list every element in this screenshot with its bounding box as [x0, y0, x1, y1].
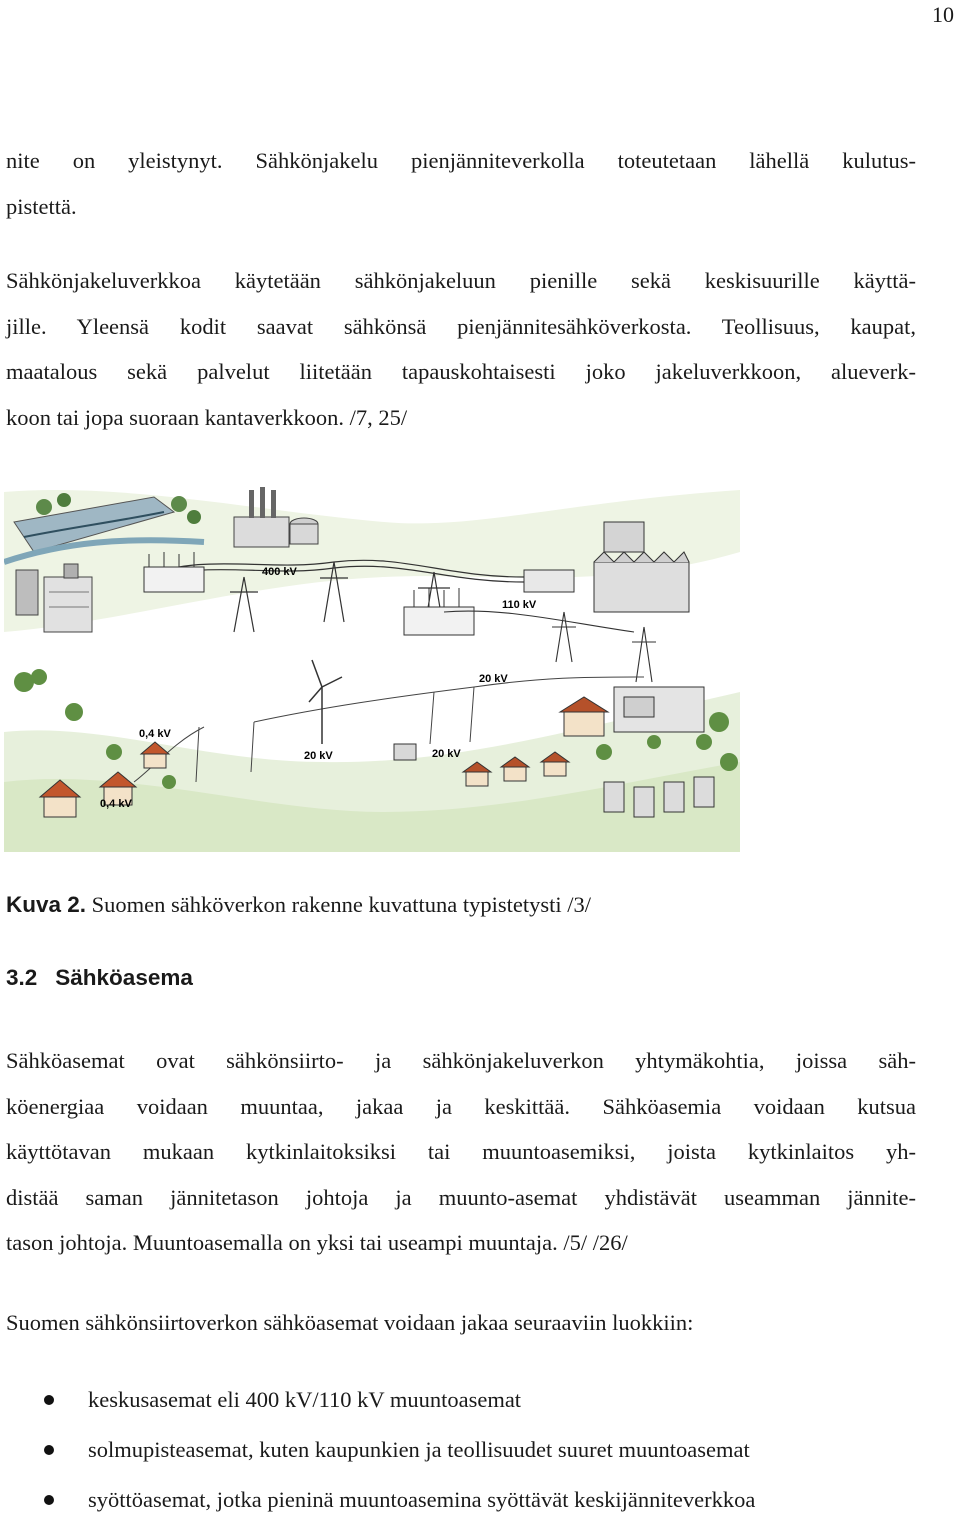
paragraph-distribution-network — [6, 258, 916, 440]
figure-caption — [6, 892, 591, 918]
list-item-text: solmupisteasemat, kuten kaupunkien ja teollisuudet suuret muuntoasemat — [88, 1437, 750, 1462]
bullet-icon — [44, 1445, 54, 1455]
text-line: jille. Yleensä kodit saavat sähkönsä pienjännitesähköverkosta. Teollisuus, kaupat, — [6, 313, 916, 339]
text-line: maatalous sekä palvelut liitetään tapauskohtaisesti joko jakeluverkkoon, alueverk- — [6, 359, 916, 384]
text-line: nite on yleistynyt. Sähkönjakelu pienjänniteverkolla toteutetaan lähellä kulutus- — [6, 148, 916, 173]
list-item-text: keskusasemat eli 400 kV/110 kV muuntoasemat — [88, 1387, 522, 1412]
text-line: köenergiaa voidaan muuntaa, jakaa ja keskittää. Sähköasemia voidaan kutsua — [6, 1093, 916, 1119]
section-heading — [6, 965, 193, 991]
caption-prefix: Kuva 2. — [6, 892, 87, 917]
page-number: 10 — [932, 2, 954, 27]
text-line: distää saman jännitetason johtoja ja muunto-asemat yhdistävät useamman jännite- — [6, 1184, 916, 1210]
label-20kv: 20 kV — [432, 748, 461, 760]
text-line: tason johtoja. Muuntoasemalla on yksi tai useampi muuntaja. /5/ /26/ — [6, 1230, 628, 1255]
list-item-text: syöttöasemat, jotka pieninä muuntoasemina syöttävät keskijänniteverkkoa — [88, 1487, 756, 1512]
paragraph-continuation — [6, 138, 916, 229]
label-110kv: 110 kV — [502, 599, 537, 611]
label-20kv: 20 kV — [479, 673, 508, 685]
section-title: Sähköasema — [55, 965, 193, 990]
label-400kv: 400 kV — [262, 566, 297, 578]
text-line: Sähkönjakeluverkkoa käytetään sähkönjakeluun pienille sekä keskisuurille käyttä- — [6, 268, 916, 293]
caption-text: Suomen sähköverkon rakenne kuvattuna typistetysti /3/ — [86, 892, 591, 917]
paragraph-classes-intro — [6, 1303, 916, 1343]
substation-classes-list — [0, 1380, 940, 1530]
power-grid-illustration — [4, 482, 740, 852]
label-0-4kv: 0,4 kV — [139, 728, 171, 740]
paragraph-substations — [6, 1038, 916, 1266]
bullet-icon — [44, 1395, 54, 1405]
label-0-4kv: 0,4 kV — [100, 798, 132, 810]
text-line: koon tai jopa suoraan kantaverkkoon. /7, 25/ — [6, 404, 408, 430]
text-line: pistettä. — [6, 193, 77, 219]
list-item — [0, 1380, 940, 1430]
text-line: käyttötavan mukaan kytkinlaitoksiksi tai muuntoasemiksi, joista kytkinlaitos yh- — [6, 1139, 916, 1164]
list-item — [0, 1430, 940, 1480]
text-line: Sähköasemat ovat sähkönsiirto- ja sähkönjakeluverkon yhtymäkohtia, joissa säh- — [6, 1048, 916, 1073]
list-item — [0, 1480, 940, 1530]
text-line: Suomen sähkönsiirtoverkon sähköasemat voidaan jakaa seuraaviin luokkiin: — [6, 1310, 694, 1335]
label-20kv: 20 kV — [304, 750, 333, 762]
bullet-icon — [44, 1495, 54, 1505]
section-number: 3.2 — [6, 965, 38, 990]
